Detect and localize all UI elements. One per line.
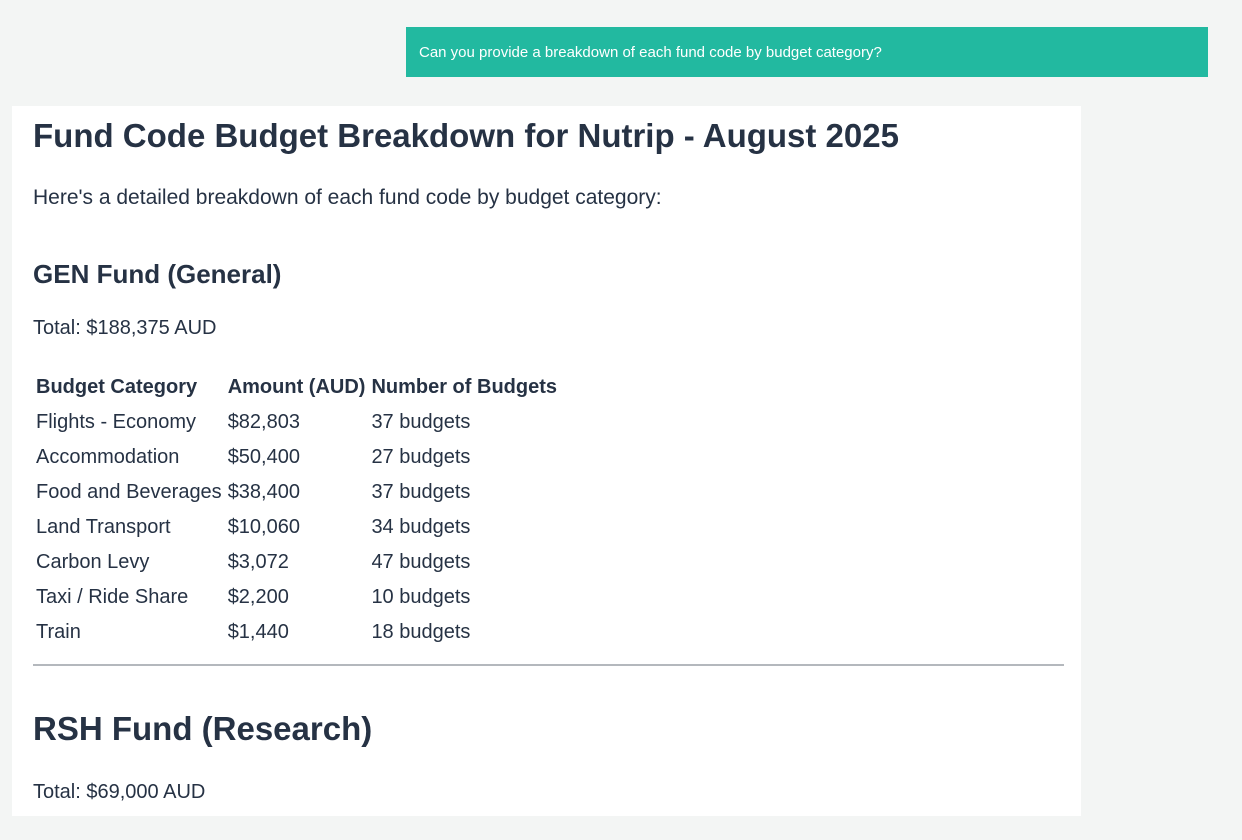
table-row — [33, 475, 560, 510]
category-cell: Train — [36, 621, 81, 643]
table-row — [33, 580, 560, 615]
column-header-count: Number of Budgets — [371, 376, 557, 398]
count-cell: 34 budgets — [371, 516, 471, 538]
assistant-reply-card — [12, 106, 1081, 816]
table-row — [33, 510, 560, 545]
table-row — [33, 545, 560, 580]
table-header-row — [33, 370, 560, 405]
amount-cell: $38,400 — [227, 481, 300, 503]
amount-cell: $82,803 — [227, 411, 300, 433]
user-message-bubble — [406, 27, 1208, 77]
gen-fund-budget-table — [33, 370, 560, 650]
count-cell: 27 budgets — [371, 446, 471, 468]
column-header-amount: Amount (AUD) — [227, 376, 366, 398]
count-cell: 37 budgets — [371, 481, 471, 503]
column-header-category: Budget Category — [36, 376, 198, 398]
category-cell: Food and Beverages — [36, 481, 222, 503]
amount-cell: $3,072 — [227, 551, 289, 573]
fund-heading-rsh: RSH Fund (Research) — [33, 710, 373, 747]
count-cell: 37 budgets — [371, 411, 471, 433]
category-cell: Carbon Levy — [36, 551, 150, 573]
amount-cell: $50,400 — [227, 446, 300, 468]
count-cell: 18 budgets — [371, 621, 471, 643]
category-cell: Accommodation — [36, 446, 180, 468]
fund-heading-gen: GEN Fund (General) — [33, 259, 282, 289]
category-cell: Land Transport — [36, 516, 171, 538]
category-cell: Flights - Economy — [36, 411, 197, 433]
amount-cell: $1,440 — [227, 621, 289, 643]
count-cell: 10 budgets — [371, 586, 471, 608]
fund-total-gen: Total: $188,375 AUD — [33, 317, 217, 339]
count-cell: 47 budgets — [371, 551, 471, 573]
table-row — [33, 405, 560, 440]
reply-intro: Here's a detailed breakdown of each fund code by budget category: — [33, 186, 662, 209]
table-row — [33, 615, 560, 650]
fund-total-rsh: Total: $69,000 AUD — [33, 781, 206, 803]
reply-title: Fund Code Budget Breakdown for Nutrip - August 2025 — [33, 117, 899, 154]
amount-cell: $10,060 — [227, 516, 300, 538]
category-cell: Taxi / Ride Share — [36, 586, 189, 608]
amount-cell: $2,200 — [227, 586, 289, 608]
user-message-text: Can you provide a breakdown of each fund code by budget category? — [419, 43, 882, 61]
table-row — [33, 440, 560, 475]
section-divider — [33, 664, 1064, 666]
